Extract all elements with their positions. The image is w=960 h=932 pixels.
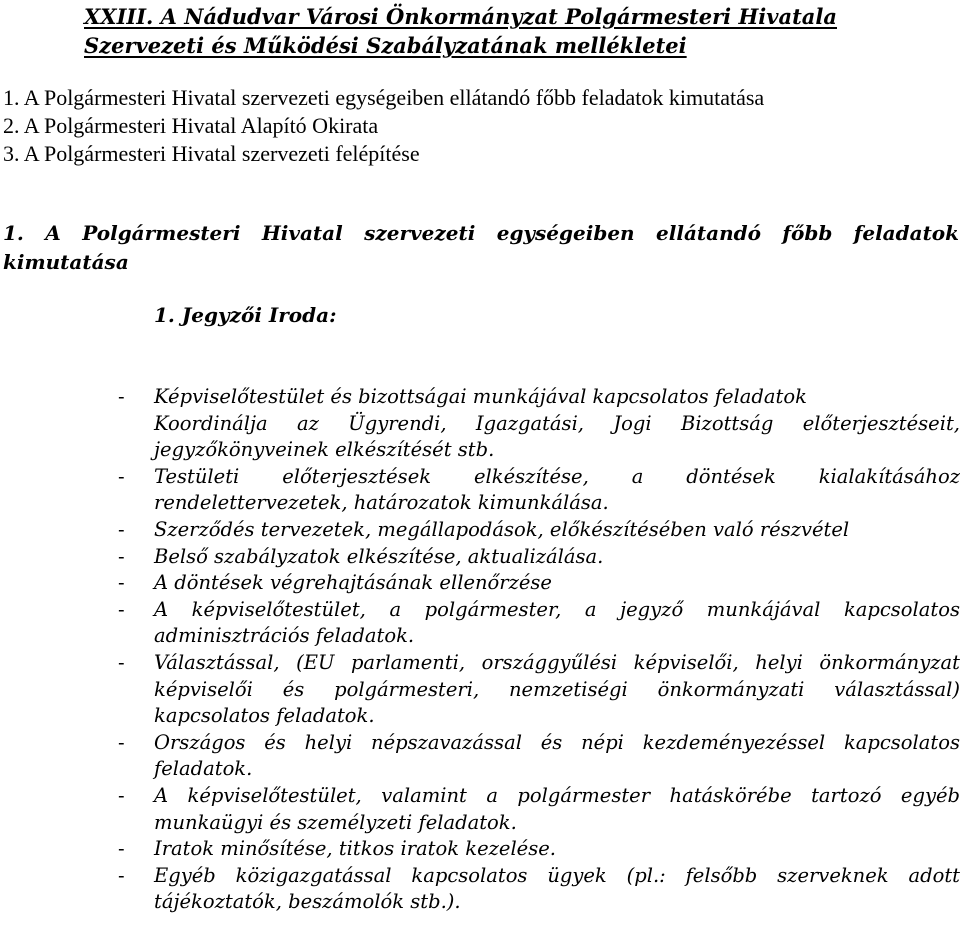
- task-item: [118, 783, 960, 836]
- task-text: Képviselőtestület és bizottságai munkájával kapcsolatos feladatok: [154, 385, 807, 408]
- annex-item-3: 3. A Polgármesteri Hivatal szervezeti felépítése: [3, 141, 420, 166]
- task-item: [118, 597, 960, 650]
- bullet-dash: -: [118, 517, 125, 541]
- bullet-dash: -: [118, 837, 125, 861]
- task-text: Országos és helyi népszavazással és népi kezdeményezéssel kapcsolatos feladatok.: [154, 730, 960, 781]
- bullet-dash: -: [118, 544, 125, 568]
- task-item: [118, 570, 960, 597]
- bullet-dash: -: [118, 597, 125, 621]
- task-item: [118, 517, 960, 544]
- bullet-dash: -: [118, 650, 125, 674]
- task-item: [118, 464, 960, 517]
- annex-item-2: 2. A Polgármesteri Hivatal Alapító Okirata: [3, 113, 379, 138]
- task-list: [118, 384, 960, 916]
- subsection-heading: 1. Jegyzői Iroda:: [154, 303, 337, 327]
- task-text-extra: Koordinálja az Ügyrendi, Igazgatási, Jogi Bizottság előterjesztéseit, jegyzőkönyveinek elkészítését stb.: [154, 411, 960, 462]
- task-text: Választással, (EU parlamenti, országgyűlési képviselői, helyi önkormányzat képviselői és polgármesteri, nemzetiségi önkormányzati választással) kapcsolatos feladatok.: [154, 650, 960, 728]
- task-text: Egyéb közigazgatással kapcsolatos ügyek (pl.: felsőbb szerveknek adott tájékoztatók, beszámolók stb.).: [154, 863, 960, 914]
- task-text: Testületi előterjesztések elkészítése, a döntések kialakításához rendelettervezetek, határozatok kimunkálása.: [154, 464, 960, 515]
- task-item: [118, 544, 960, 571]
- task-item: [118, 650, 960, 730]
- task-text: A képviselőtestület, valamint a polgármester hatáskörébe tartozó egyéb munkaügyi és személyzeti feladatok.: [154, 783, 960, 834]
- bullet-dash: -: [118, 571, 125, 595]
- annex-item-1: 1. A Polgármesteri Hivatal szervezeti egységeiben ellátandó főbb feladatok kimutatása: [3, 85, 765, 110]
- task-item: [118, 730, 960, 783]
- task-text: A képviselőtestület, a polgármester, a jegyző munkájával kapcsolatos adminisztrációs feladatok.: [154, 597, 960, 648]
- bullet-dash: -: [118, 863, 125, 887]
- annex-list: [3, 84, 959, 168]
- task-text: Belső szabályzatok elkészítése, aktualizálása.: [154, 544, 604, 568]
- task-text: Szerződés tervezetek, megállapodások, előkészítésében való részvétel: [154, 517, 850, 541]
- task-item: [118, 863, 960, 916]
- task-text: A döntések végrehajtásának ellenőrzése: [154, 571, 552, 595]
- bullet-dash: -: [118, 730, 125, 754]
- task-text: Iratok minősítése, titkos iratok kezelése.: [154, 837, 556, 861]
- bullet-dash: -: [118, 385, 125, 408]
- bullet-dash: -: [118, 783, 125, 807]
- document-title: XXIII. A Nádudvar Városi Önkormányzat Polgármesteri Hivatala Szervezeti és Működési Szabályzatának mellékletei: [84, 4, 837, 58]
- task-item: [118, 384, 960, 464]
- task-item: [118, 836, 960, 863]
- section-heading: 1. A Polgármesteri Hivatal szervezeti egységeiben ellátandó főbb feladatok kimutatása: [3, 221, 959, 274]
- bullet-dash: -: [118, 464, 125, 488]
